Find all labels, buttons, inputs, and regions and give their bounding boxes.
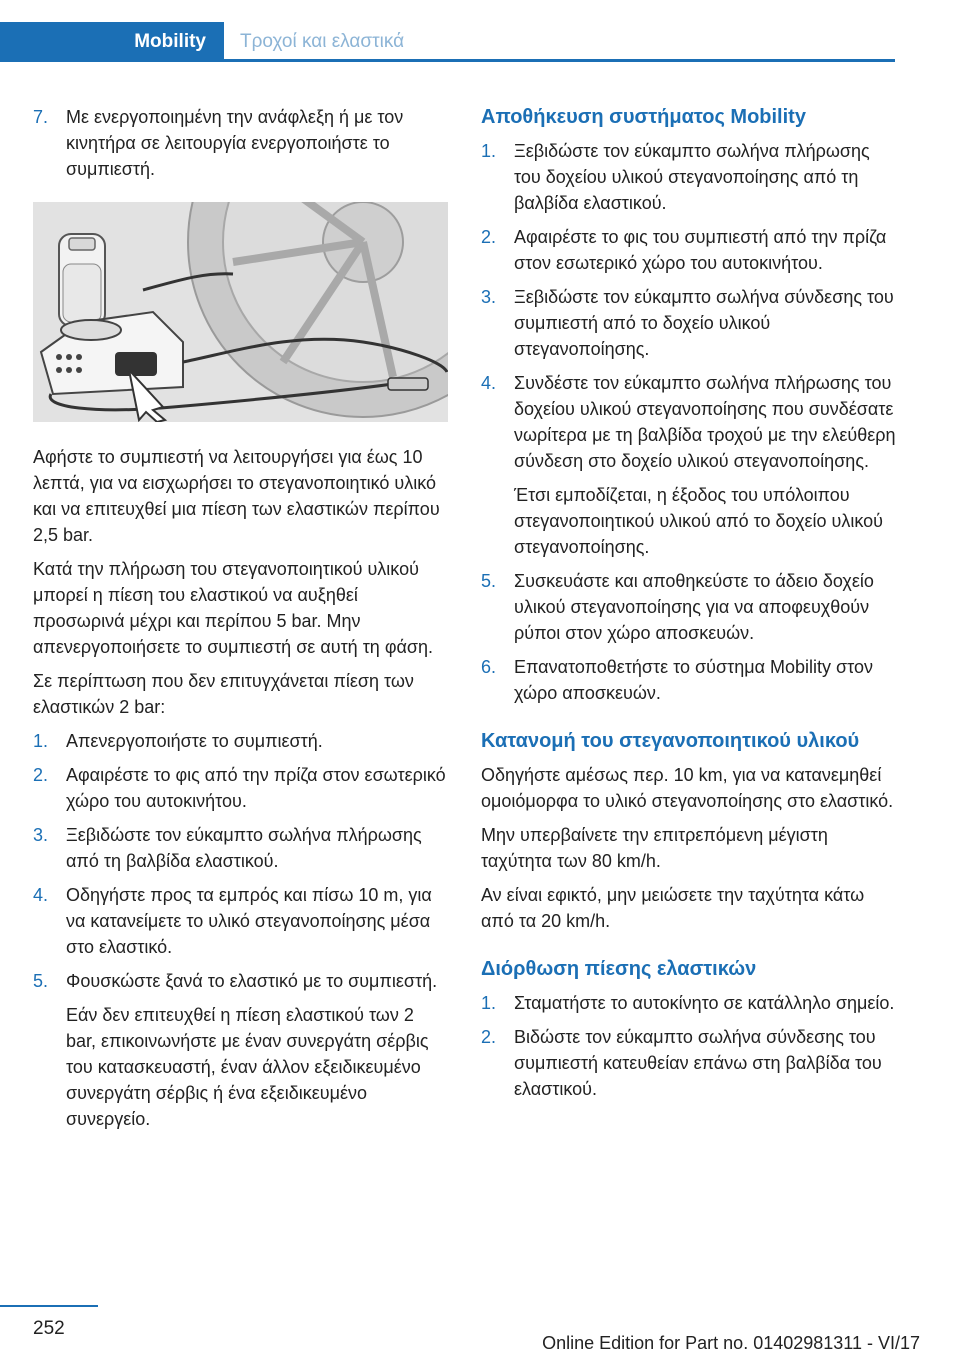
step-number: 1. [481,993,497,1013]
paragraph: Οδηγήστε αμέσως περ. 10 km, για να κατανεμηθεί ομοιόμορφα το υλικό στεγανοποίησης στο ελαστικό. [481,765,894,811]
list-item [33,882,448,960]
step-number: 3. [481,287,497,307]
paragraph: Μην υπερβαίνετε την επιτρεπόμενη μέγιστη ταχύτητα των 80 km/h. [481,825,828,871]
step-text: Αφαιρέστε το φις του συμπιεστή από την πρίζα στον εσωτερικό χώρο του αυτοκινήτου. [514,227,887,273]
page-number-rule [0,1305,98,1307]
step-text: Επανατοποθετήστε το σύστημα Mobility στον χώρο αποσκευών. [514,657,873,703]
section-heading: Διόρθωση πίεσης ελαστικών [481,958,757,980]
compressor-illustration [33,202,448,422]
step-number: 2. [33,765,49,785]
step-text: Ξεβιδώστε τον εύκαμπτο σωλήνα σύνδεσης του συμπιεστή από το δοχείο υλικού στεγανοποίησης. [514,287,894,359]
step-text: Ξεβιδώστε τον εύκαμπτο σωλήνα πλήρωσης του δοχείου υλικού στεγανοποίησης από τη βαλβίδα ελαστικού. [514,141,870,213]
step-number: 3. [33,825,49,845]
step-note: Εάν δεν επιτευχθεί η πίεση ελαστικού των 2 bar, επικοινωνήστε με έναν συνεργάτη σέρβις του κατασκευαστή, έναν άλλον εξειδικευμένο συνεργάτη σέρβις ή ένα εξειδικευμένο συνεργείο. [66,1005,429,1129]
step-number: 1. [481,141,497,161]
paragraph: Αν είναι εφικτό, μην μειώσετε την ταχύτητα κάτω από τα 20 km/h. [481,885,865,931]
step-text: Οδηγήστε προς τα εμπρός και πίσω 10 m, για να κατανείμετε το υλικό στεγανοποίησης μέσα στο ελαστικό. [66,885,432,957]
step-number: 5. [33,971,49,991]
paragraph: Αφήστε το συμπιεστή να λειτουργήσει για έως 10 λεπτά, για να εισχωρήσει το στεγανοποιητικό υλικό και να επιτευχθεί μια πίεση των ελαστικών περίπου 2,5 bar. [33,447,440,545]
step-number: 1. [33,731,49,751]
list-item [33,728,448,754]
step-text: Ξεβιδώστε τον εύκαμπτο σωλήνα πλήρωσης από τη βαλβίδα ελαστικού. [66,825,422,871]
list-item [481,224,896,276]
step-text: Απενεργοποιήστε το συμπιεστή. [66,731,323,751]
step-number: 2. [481,1027,497,1047]
step-number: 6. [481,657,497,677]
step-text: Συσκευάστε και αποθηκεύστε το άδειο δοχείο υλικού στεγανοποίησης για να αποφευχθούν ρύποι στον χώρο αποσκευών. [514,571,874,643]
list-item [33,104,448,182]
list-item [481,568,896,646]
step-number: 4. [481,373,497,393]
section-tab[interactable]: Mobility [0,22,224,62]
step-number: 7. [33,107,49,127]
step-text: Με ενεργοποιημένη την ανάφλεξη ή με τον κινητήρα σε λειτουργία ενεργοποιήστε το συμπιεστή. [66,107,404,179]
step-text: Αφαιρέστε το φις από την πρίζα στον εσωτερικό χώρο του αυτοκινήτου. [66,765,446,811]
left-column [33,104,448,1140]
right-column [481,104,896,1110]
page-header [0,0,895,62]
list-item [33,822,448,874]
step-number: 2. [481,227,497,247]
page-number: 252 [33,1318,65,1339]
list-item [481,138,896,216]
list-item [481,284,896,362]
step-number: 5. [481,571,497,591]
list-item [481,1024,896,1102]
list-item [33,968,448,1132]
step-text: Βιδώστε τον εύκαμπτο σωλήνα σύνδεσης του συμπιεστή κατευθείαν επάνω στη βαλβίδα του ελαστικού. [514,1027,882,1099]
list-item [481,990,896,1016]
paragraph: Σε περίπτωση που δεν επιτυγχάνεται πίεση των ελαστικών 2 bar: [33,671,414,717]
section-heading: Κατανομή του στεγανοποιητικού υλικού [481,730,860,752]
step-text: Φουσκώστε ξανά το ελαστικό με το συμπιεστή. [66,971,438,991]
list-item [33,762,448,814]
step-text: Συνδέστε τον εύκαμπτο σωλήνα πλήρωσης του δοχείου υλικού στεγανοποίησης που συνδέσατε νωρίτερα με τη βαλβίδα τροχού με την ελεύθερη σύνδεση στο δοχείο υλικού στεγανοποίησης. [514,373,896,471]
step-note: Έτσι εμποδίζεται, η έξοδος του υπόλοιπου στεγανοποιητικού υλικού από το δοχείο υλικού στεγανοποίησης. [514,485,884,557]
step-text: Σταματήστε το αυτοκίνητο σε κατάλληλο σημείο. [514,993,895,1013]
step-number: 4. [33,885,49,905]
list-item [481,370,896,560]
paragraph: Κατά την πλήρωση του στεγανοποιητικού υλικού μπορεί η πίεση του ελαστικού να αυξηθεί προσωρινά μέχρι και περίπου 5 bar. Μην απενεργοποιήσετε το συμπιεστή σε αυτή τη φάση. [33,559,434,657]
chapter-title[interactable]: Τροχοί και ελαστικά [240,31,405,52]
section-heading: Αποθήκευση συστήματος Mobility [481,106,806,128]
list-item [481,654,896,706]
edition-footer: Online Edition for Part no. 01402981311 - VI/17 [542,1333,920,1353]
